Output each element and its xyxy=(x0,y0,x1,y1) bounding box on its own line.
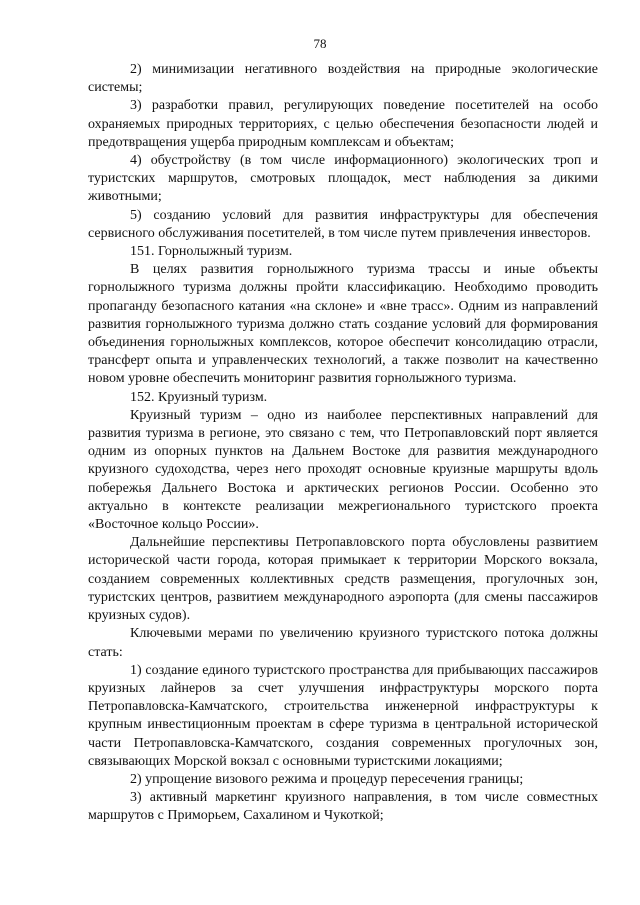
paragraph-key-measures: Ключевыми мерами по увеличению круизного туристского потока должны стать: xyxy=(88,626,598,660)
paragraph-port-prospects: Дальнейшие перспективы Петропавловского порта обусловлены развитием исторической части города, которая примыкает к территории Морского вокзала, созданием современных коллективных средств размещения, прогулочных зон, туристских центров, развитием международного аэропорта (для смены пассажиров круизных судов). xyxy=(88,535,598,624)
document-body xyxy=(88,61,598,826)
section-heading-151: 151. Горнолыжный туризм. xyxy=(130,244,293,260)
measure-item-2: 2) упрощение визового режима и процедур пересечения границы; xyxy=(130,771,524,787)
page-number: 78 xyxy=(313,36,327,51)
measure-item-1: 1) создание единого туристского пространства для прибывающих пассажиров круизных лайнеров за счет улучшения инфраструктуры морского порта Петропавловска-Камчатского, строительства инженерной инфраструктуры к крупным инвестиционным проектам в сфере туризма в центральной исторической части Петропавловска-Камчатского, создания современных прогулочных зон, связывающих Морской вокзал с основными туристскими локациями; xyxy=(88,662,598,769)
list-item-3: 3) разработки правил, регулирующих поведение посетителей на особо охраняемых природных территориях, с целью обеспечения безопасности людей и предотвращения ущерба природным комплексам и объектам; xyxy=(88,98,598,150)
list-item-4: 4) обустройству (в том числе информационного) экологических троп и туристских маршрутов, смотровых площадок, мест наблюдения за дикими животными; xyxy=(88,153,598,205)
paragraph-cruise-tourism: Круизный туризм – одно из наиболее перспективных направлений для развития туризма в регионе, это связано с тем, что Петропавловский порт является одним из опорных пунктов на Дальнем Востоке для развития международного круизного судоходства, через него проходят основные круизные маршруты вдоль побережья Дальнего Востока и арктических регионов России. Особенно это актуально в контексте реализации межрегионального туристского проекта «Восточное кольцо России». xyxy=(88,407,598,533)
section-heading-152: 152. Круизный туризм. xyxy=(130,389,268,405)
list-item-2: 2) минимизации негативного воздействия на природные экологические системы; xyxy=(88,62,598,96)
paragraph-ski-tourism: В целях развития горнолыжного туризма трассы и иные объекты горнолыжного туризма должны пройти классификацию. Необходимо проводить пропаганду безопасного катания «на склоне» и «вне трасс». Одним из направлений развития горнолыжного туризма должно стать создание условий для формирования объединения горнолыжных комплексов, которое обеспечит консолидацию отрасли, трансферт опыта и управленческих технологий, а также позволит на качественно новом уровне обеспечить мониторинг развития горнолыжного туризма. xyxy=(88,262,598,387)
list-item-5: 5) созданию условий для развития инфраструктуры для обеспечения сервисного обслуживания посетителей, в том числе путем привлечения инвесторов. xyxy=(88,207,598,241)
measure-item-3: 3) активный маркетинг круизного направления, в том числе совместных маршрутов с Приморьем, Сахалином и Чукоткой; xyxy=(88,790,598,824)
